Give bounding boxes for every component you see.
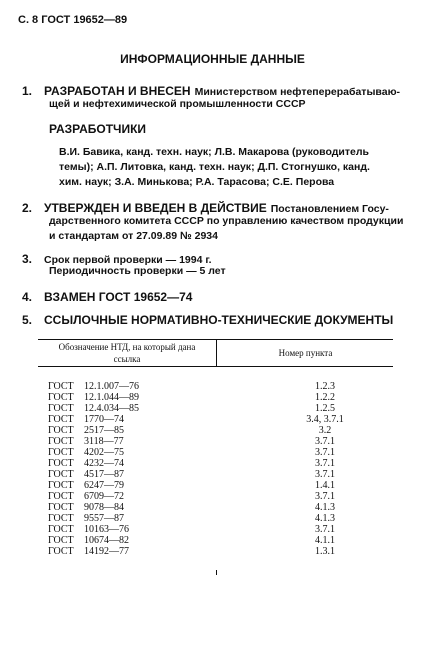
table-row [48, 535, 398, 546]
row-document: 1770—74 [84, 414, 124, 425]
table-row [48, 381, 398, 392]
table-header-item: Номер пункта [278, 348, 333, 358]
row-document: 12.1.007—76 [84, 381, 139, 392]
developers-heading: РАЗРАБОТЧИКИ [49, 122, 147, 136]
section-4-text: ВЗАМЕН ГОСТ 19652—74 [44, 290, 193, 304]
table-header-document [40, 341, 214, 365]
section-2-line3: и стандартам от 27.09.89 № 2934 [49, 230, 218, 242]
developers-line-2: темы); А.П. Литовка, канд. техн. наук; Д.П. Стогнушко, канд. [59, 161, 370, 173]
row-item-number: 4.1.1 [315, 535, 335, 546]
table-row [48, 392, 398, 403]
section-2-lead: УТВЕРЖДЕН И ВВЕДЕН В ДЕЙСТВИЕ [44, 201, 267, 215]
row-item-number: 1.2.2 [315, 392, 335, 403]
table-row [48, 447, 398, 458]
page-title: ИНФОРМАЦИОННЫЕ ДАННЫЕ [120, 52, 305, 66]
row-item-number: 1.3.1 [315, 546, 335, 557]
row-prefix: ГОСТ [48, 546, 74, 557]
row-item-number: 3.7.1 [315, 469, 335, 480]
row-item-number: 1.2.5 [315, 403, 335, 414]
row-prefix: ГОСТ [48, 535, 74, 546]
table-row [48, 502, 398, 513]
section-1-line2: щей и нефтехимической промышленности СССР [49, 98, 306, 110]
table-row [48, 403, 398, 414]
row-document: 9078—84 [84, 502, 124, 513]
row-item-number: 3.2 [318, 425, 332, 436]
row-item-number: 3.4, 3.7.1 [306, 414, 344, 425]
section-2-line2: дарственного комитета СССР по управлению качеством продукции [49, 215, 404, 227]
table-row [48, 524, 398, 535]
row-item-number: 3.7.1 [315, 436, 335, 447]
section-4 [22, 288, 192, 306]
row-prefix: ГОСТ [48, 392, 74, 403]
table-header-document-line-2: ссылка [113, 354, 141, 364]
row-prefix: ГОСТ [48, 403, 74, 414]
row-prefix: ГОСТ [48, 436, 74, 447]
row-prefix: ГОСТ [48, 414, 74, 425]
row-document: 12.1.044—89 [84, 392, 139, 403]
row-item-number: 4.1.3 [315, 502, 335, 513]
section-2-number: 2. [22, 201, 33, 215]
page-header: С. 8 ГОСТ 19652—89 [18, 14, 128, 26]
row-prefix: ГОСТ [48, 480, 74, 491]
section-1-text: Министерством нефтеперерабатываю- [194, 86, 401, 98]
row-prefix: ГОСТ [48, 458, 74, 469]
table-bottom-tick [216, 570, 217, 575]
row-prefix: ГОСТ [48, 381, 74, 392]
row-document: 4517—87 [84, 469, 124, 480]
developers-line-1: В.И. Бавика, канд. техн. наук; Л.В. Макарова (руководитель [59, 146, 369, 158]
section-4-number: 4. [22, 290, 33, 304]
section-3-number: 3. [22, 252, 33, 266]
row-document: 6709—72 [84, 491, 124, 502]
row-prefix: ГОСТ [48, 447, 74, 458]
row-document: 2517—85 [84, 425, 124, 436]
row-document: 14192—77 [84, 546, 129, 557]
table-row [48, 458, 398, 469]
table-row [48, 480, 398, 491]
table-header-rule [38, 366, 393, 367]
row-prefix: ГОСТ [48, 469, 74, 480]
table-column-divider [216, 339, 217, 366]
section-1-lead: РАЗРАБОТАН И ВНЕСЕН [44, 84, 191, 98]
row-prefix: ГОСТ [48, 502, 74, 513]
section-1-number: 1. [22, 84, 33, 98]
table-row [48, 546, 398, 557]
row-document: 4232—74 [84, 458, 124, 469]
row-document: 9557—87 [84, 513, 124, 524]
table-row [48, 436, 398, 447]
table-row [48, 513, 398, 524]
developers-line-3: хим. наук; З.А. Минькова; Р.А. Тарасова; С.Е. Перова [59, 176, 335, 188]
section-3-line-1: Срок первой проверки — 1994 г. [44, 254, 212, 266]
table-row [48, 491, 398, 502]
row-document: 3118—77 [84, 436, 124, 447]
table-row [48, 414, 398, 425]
row-item-number: 1.2.3 [315, 381, 335, 392]
table-row [48, 469, 398, 480]
row-item-number: 4.1.3 [315, 513, 335, 524]
section-5-number: 5. [22, 313, 33, 327]
row-document: 4202—75 [84, 447, 124, 458]
table-header-document-line-1: Обозначение НТД, на который дана [58, 342, 196, 352]
row-item-number: 3.7.1 [315, 458, 335, 469]
row-item-number: 1.4.1 [315, 480, 335, 491]
section-2-text: Постановлением Госу- [270, 203, 389, 215]
row-prefix: ГОСТ [48, 491, 74, 502]
section-5 [22, 311, 393, 329]
table-row [48, 425, 398, 436]
row-prefix: ГОСТ [48, 524, 74, 535]
section-3-line-2: Периодичность проверки — 5 лет [49, 265, 226, 277]
row-document: 10163—76 [84, 524, 129, 535]
row-prefix: ГОСТ [48, 425, 74, 436]
row-prefix: ГОСТ [48, 513, 74, 524]
section-5-text: ССЫЛОЧНЫЕ НОРМАТИВНО-ТЕХНИЧЕСКИЕ ДОКУМЕНТЫ [44, 313, 394, 327]
row-document: 12.4.034—85 [84, 403, 139, 414]
row-item-number: 3.7.1 [315, 524, 335, 535]
row-item-number: 3.7.1 [315, 491, 335, 502]
row-document: 6247—79 [84, 480, 124, 491]
row-document: 10674—82 [84, 535, 129, 546]
row-item-number: 3.7.1 [315, 447, 335, 458]
